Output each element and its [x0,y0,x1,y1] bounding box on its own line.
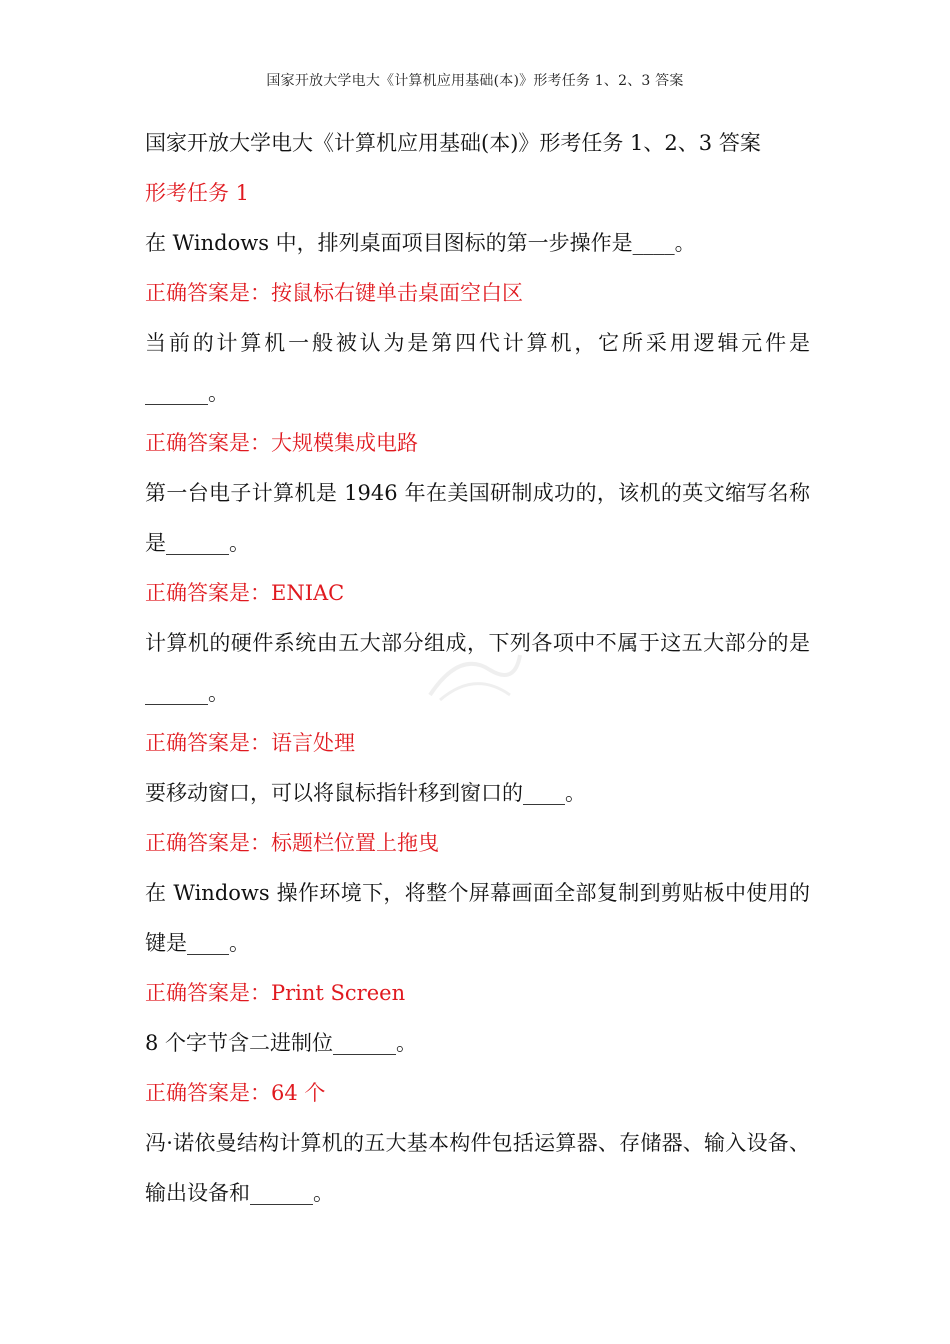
section-title: 形考任务 1 [145,181,250,205]
question-text: 计算机的硬件系统由五大部分组成，下列各项中不属于这五大部分的是______。 [145,631,810,705]
question-text: 第一台电子计算机是 1946 年在美国研制成功的，该机的英文缩写名称是______。 [145,481,810,555]
question-text: 当前的计算机一般被认为是第四代计算机，它所采用逻辑元件是______。 [145,331,810,405]
question-text: 在 Windows 操作环境下，将整个屏幕画面全部复制到剪贴板中使用的键是____。 [145,881,810,955]
question-text: 8 个字节含二进制位______。 [145,1031,418,1055]
answer-text: 正确答案是：按鼠标右键单击桌面空白区 [145,281,523,305]
answer-text: 正确答案是：64 个 [145,1081,326,1105]
document-body [145,118,810,1218]
question-text: 在 Windows 中，排列桌面项目图标的第一步操作是____。 [145,231,696,255]
answer-text: 正确答案是：ENIAC [145,581,345,605]
question-text: 冯·诺依曼结构计算机的五大基本构件包括运算器、存储器、输入设备、输出设备和______。 [145,1131,810,1205]
answer-text: 正确答案是：标题栏位置上拖曳 [145,831,439,855]
question-text: 要移动窗口，可以将鼠标指针移到窗口的____。 [145,781,586,805]
running-header: 国家开放大学电大《计算机应用基础(本)》形考任务 1、2、3 答案 [266,73,684,89]
document-title: 国家开放大学电大《计算机应用基础(本)》形考任务 1、2、3 答案 [145,131,761,155]
answer-text: 正确答案是：大规模集成电路 [145,431,418,455]
answer-text: 正确答案是：语言处理 [145,731,355,755]
answer-text: 正确答案是：Print Screen [145,981,406,1005]
